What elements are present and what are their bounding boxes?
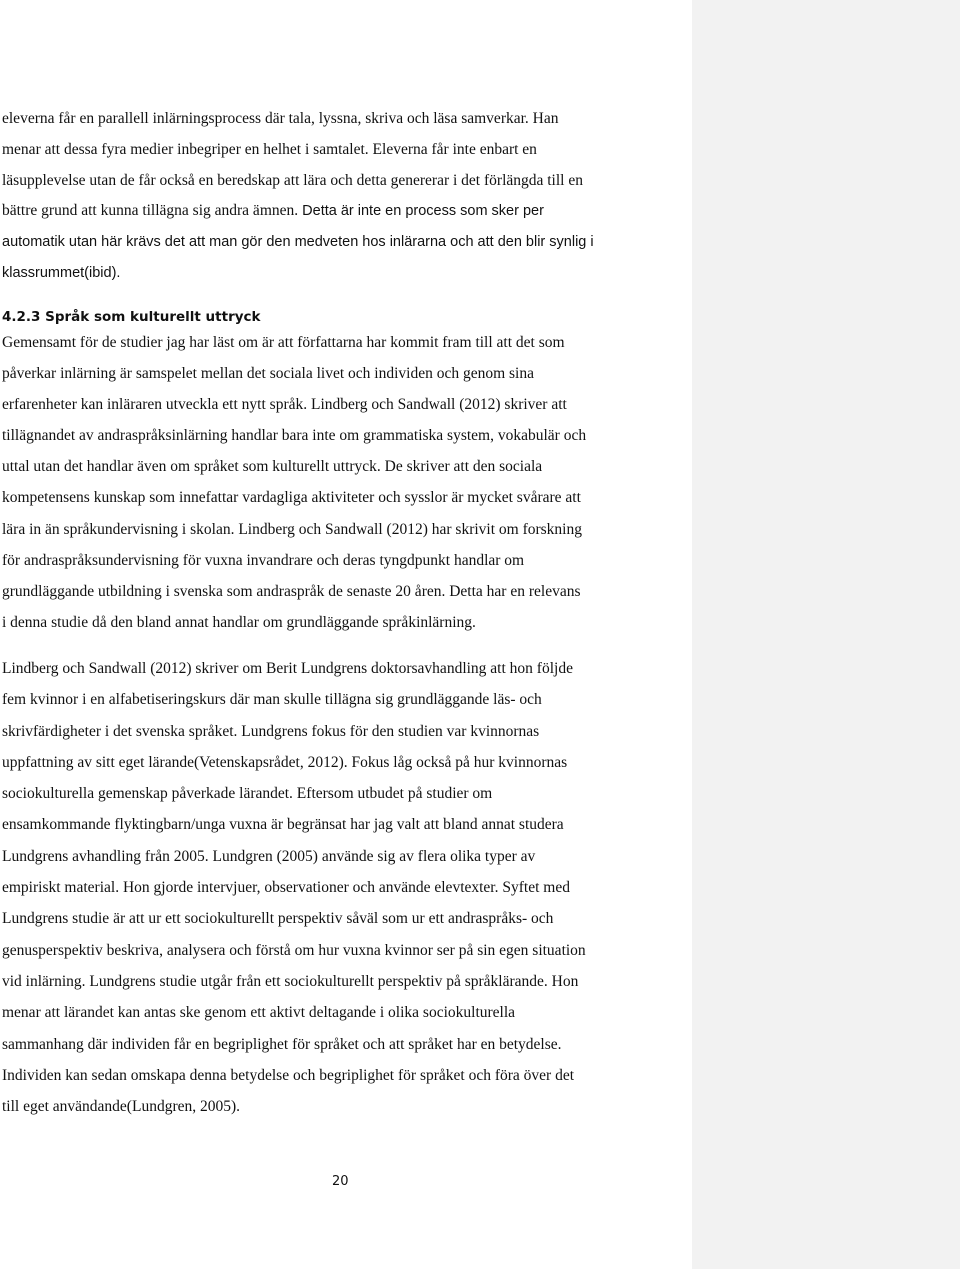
text-line: skrivfärdigheter i det svenska språket. Lundgrens fokus för den studien var kvinnornas — [2, 722, 540, 740]
section-heading: 4.2.3 Språk som kulturellt uttryck — [2, 309, 261, 325]
text-line: klassrummet(ibid). — [2, 264, 121, 281]
text-line: grundläggande utbildning i svenska som andraspråk de senaste 20 åren. Detta har en relevans — [2, 582, 581, 600]
text-line: sociokulturella gemenskap påverkade lärandet. Eftersom utbudet på studier om — [2, 785, 493, 803]
page-number: 20 — [332, 1174, 349, 1189]
text-line — [2, 196, 686, 227]
text-line: Individen kan sedan omskapa denna betydelse och begriplighet för språket och föra över det — [2, 1066, 575, 1084]
text-line: sammanhang där individen får en begriplighet för språket och att språket har en betydelse. — [2, 1035, 562, 1053]
text-line: menar att dessa fyra medier inbegriper en helhet i samtalet. Eleverna får inte enbart en — [2, 140, 537, 158]
text-line: Gemensamt för de studier jag har läst om är att författarna har kommit fram till att det som — [2, 334, 565, 351]
text-line: Lindberg och Sandwall (2012) skriver om Berit Lundgrens doktorsavhandling att hon följde — [2, 660, 573, 677]
text-line: kompetensens kunskap som innefattar vardagliga aktiviteter och sysslor är mycket svårare att — [2, 489, 581, 507]
text-line: automatik utan här krävs det att man gör den medveten hos inlärarna och att den blir synlig i — [2, 234, 594, 251]
paragraph-2 — [2, 327, 688, 638]
paragraph-1 — [2, 104, 686, 289]
text-line: Lundgrens avhandling från 2005. Lundgren (2005) använde sig av flera olika typer av — [2, 847, 536, 865]
text-segment: Detta är inte en process som sker per — [298, 203, 544, 220]
text-line: uppfattning av sitt eget lärande(Vetenskapsrådet, 2012). Fokus låg också på hur kvinnornas — [2, 753, 568, 771]
text-line: empiriskt material. Hon gjorde intervjuer, observationer och använde elevtexter. Syftet med — [2, 879, 570, 897]
text-line: påverkar inlärning är samspelet mellan det sociala livet och individen och genom sina — [2, 365, 534, 383]
text-line: menar att lärandet kan antas ske genom ett aktivt deltagande i olika sociokulturella — [2, 1004, 516, 1022]
text-segment: bättre grund att kunna tillägna sig andra ämnen. — [2, 202, 299, 220]
text-line: genusperspektiv beskriva, analysera och förstå om hur vuxna kvinnor ser på sin egen situation — [2, 941, 586, 959]
text-line: vid inlärning. Lundgrens studie utgår från ett sociokulturellt perspektiv på språklärande. Hon — [2, 972, 579, 990]
text-line: för andraspråksundervisning för vuxna invandrare och deras tyngdpunkt handlar om — [2, 551, 525, 569]
text-line: eleverna får en parallell inlärningsprocess där tala, lyssna, skriva och läsa samverkar. Han — [2, 110, 559, 127]
text-line: fem kvinnor i en alfabetiseringskurs där man skulle tillägna sig grundläggande läs- och — [2, 691, 542, 709]
text-line: Lundgrens studie är att ur ett sociokulturellt perspektiv såväl som ur ett andraspråks- och — [2, 910, 554, 928]
text-line: erfarenheter kan inläraren utveckla ett nytt språk. Lindberg och Sandwall (2012) skriver att — [2, 396, 567, 414]
text-line: tillägnandet av andraspråksinlärning handlar bara inte om grammatiska system, vokabulär och — [2, 427, 587, 445]
text-line: till eget användande(Lundgren, 2005). — [2, 1098, 241, 1116]
text-line: lära in än språkundervisning i skolan. Lindberg och Sandwall (2012) har skrivit om forskning — [2, 520, 582, 538]
text-line: läsupplevelse utan de får också en beredskap att lära och detta genererar i det förlängda till en — [2, 171, 583, 189]
text-line: ensamkommande flyktingbarn/unga vuxna är begränsat har jag valt att bland annat studera — [2, 816, 564, 834]
paragraph-3 — [2, 653, 686, 1122]
text-line: i denna studie då den bland annat handlar om grundläggande språkinlärning. — [2, 613, 476, 631]
comment-margin-pane — [692, 0, 960, 1269]
text-line: uttal utan det handlar även om språket som kulturellt uttryck. De skriver att den sociala — [2, 458, 543, 476]
